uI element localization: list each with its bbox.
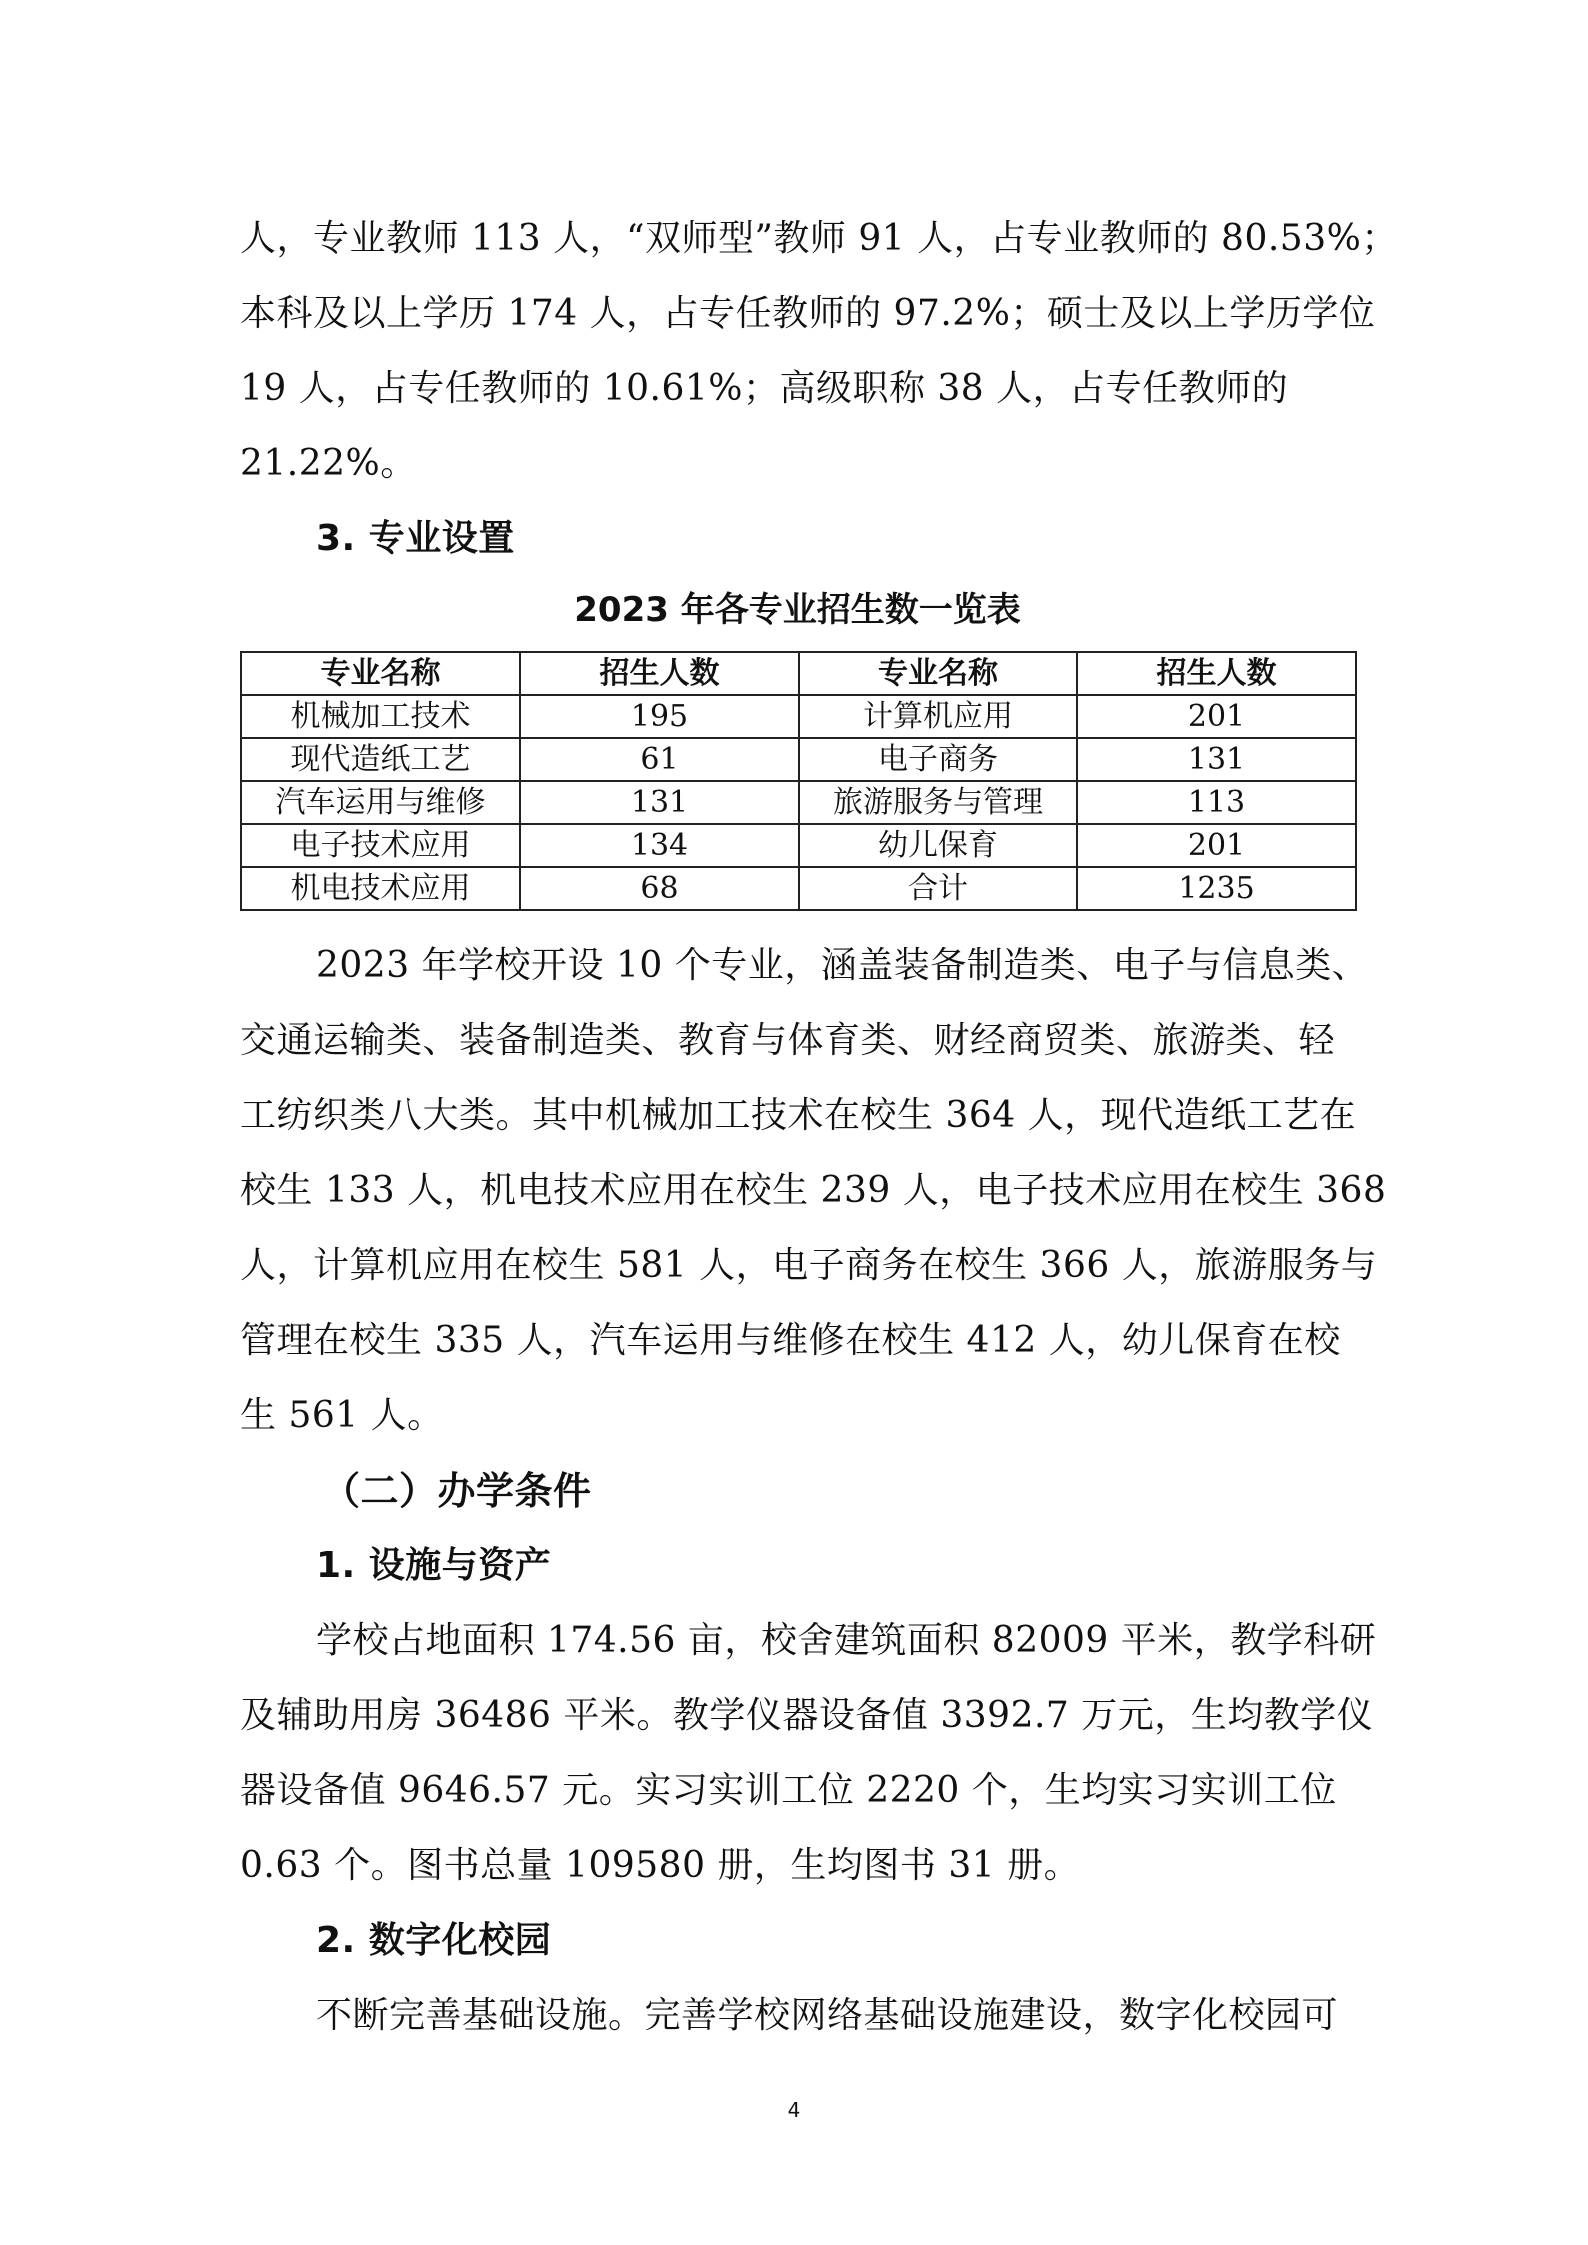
text-line: 学校占地面积 174.56 亩，校舍建筑面积 82009 平米，教学科研 bbox=[316, 1620, 1377, 1661]
section-heading-major: 3. 专业设置 bbox=[316, 518, 515, 559]
column-header: 招生人数 bbox=[1077, 652, 1356, 695]
column-header: 专业名称 bbox=[799, 652, 1077, 695]
text-line: 器设备值 9646.57 元。实习实训工位 2220 个，生均实习实训工位 bbox=[240, 1770, 1337, 1811]
table-cell: 电子商务 bbox=[799, 738, 1077, 781]
text-line: 本科及以上学历 174 人，占专任教师的 97.2%；硕士及以上学历学位 bbox=[240, 293, 1376, 334]
enrollment-table bbox=[240, 651, 1357, 911]
text-line: 人，计算机应用在校生 581 人，电子商务在校生 366 人，旅游服务与 bbox=[240, 1245, 1378, 1286]
table-cell: 201 bbox=[1077, 824, 1356, 867]
page-number: 4 bbox=[787, 2098, 801, 2122]
table-row bbox=[241, 824, 1356, 867]
text-line: 校生 133 人，机电技术应用在校生 239 人，电子技术应用在校生 368 bbox=[240, 1170, 1387, 1211]
text-line: 生 561 人。 bbox=[240, 1395, 444, 1436]
table-row bbox=[241, 781, 1356, 824]
table-cell: 195 bbox=[520, 695, 799, 738]
text-line: 及辅助用房 36486 平米。教学仪器设备值 3392.7 万元，生均教学仪 bbox=[240, 1695, 1374, 1736]
table-cell: 合计 bbox=[799, 867, 1077, 910]
text-line: 19 人，占专任教师的 10.61%；高级职称 38 人，占专任教师的 bbox=[240, 368, 1289, 409]
table-cell: 131 bbox=[520, 781, 799, 824]
table-cell: 131 bbox=[1077, 738, 1356, 781]
table-cell: 113 bbox=[1077, 781, 1356, 824]
text-line: 2023 年学校开设 10 个专业，涵盖装备制造类、电子与信息类、 bbox=[316, 945, 1369, 986]
section-heading-conditions: （二）办学条件 bbox=[322, 1469, 592, 1513]
table-cell: 68 bbox=[520, 867, 799, 910]
table-cell: 现代造纸工艺 bbox=[241, 738, 520, 781]
text-line: 人，专业教师 113 人，“双师型”教师 91 人，占专业教师的 80.53%； bbox=[240, 218, 1398, 259]
text-line: 21.22%。 bbox=[240, 443, 417, 484]
text-line: 管理在校生 335 人，汽车运用与维修在校生 412 人，幼儿保育在校 bbox=[240, 1320, 1341, 1361]
table-cell: 电子技术应用 bbox=[241, 824, 520, 867]
table-header-row bbox=[241, 652, 1356, 695]
text-line: 不断完善基础设施。完善学校网络基础设施建设，数字化校园可 bbox=[316, 1995, 1339, 2036]
table-cell: 计算机应用 bbox=[799, 695, 1077, 738]
section-heading-facilities: 1. 设施与资产 bbox=[316, 1545, 552, 1586]
text-line: 工纺织类八大类。其中机械加工技术在校生 364 人，现代造纸工艺在 bbox=[240, 1095, 1357, 1136]
table-cell: 机电技术应用 bbox=[241, 867, 520, 910]
table-row bbox=[241, 738, 1356, 781]
table-cell: 134 bbox=[520, 824, 799, 867]
table-cell: 旅游服务与管理 bbox=[799, 781, 1077, 824]
table-cell: 机械加工技术 bbox=[241, 695, 520, 738]
table-cell: 幼儿保育 bbox=[799, 824, 1077, 867]
section-heading-digital: 2. 数字化校园 bbox=[316, 1920, 552, 1961]
table-cell: 201 bbox=[1077, 695, 1356, 738]
table-cell: 汽车运用与维修 bbox=[241, 781, 520, 824]
table-row bbox=[241, 867, 1356, 910]
table-cell: 1235 bbox=[1077, 867, 1356, 910]
column-header: 专业名称 bbox=[241, 652, 520, 695]
table-row bbox=[241, 695, 1356, 738]
text-line: 交通运输类、装备制造类、教育与体育类、财经商贸类、旅游类、轻 bbox=[240, 1020, 1336, 1061]
text-line: 0.63 个。图书总量 109580 册，生均图书 31 册。 bbox=[240, 1845, 1081, 1886]
table-cell: 61 bbox=[520, 738, 799, 781]
table-title: 2023 年各专业招生数一览表 bbox=[574, 590, 1021, 630]
column-header: 招生人数 bbox=[520, 652, 799, 695]
